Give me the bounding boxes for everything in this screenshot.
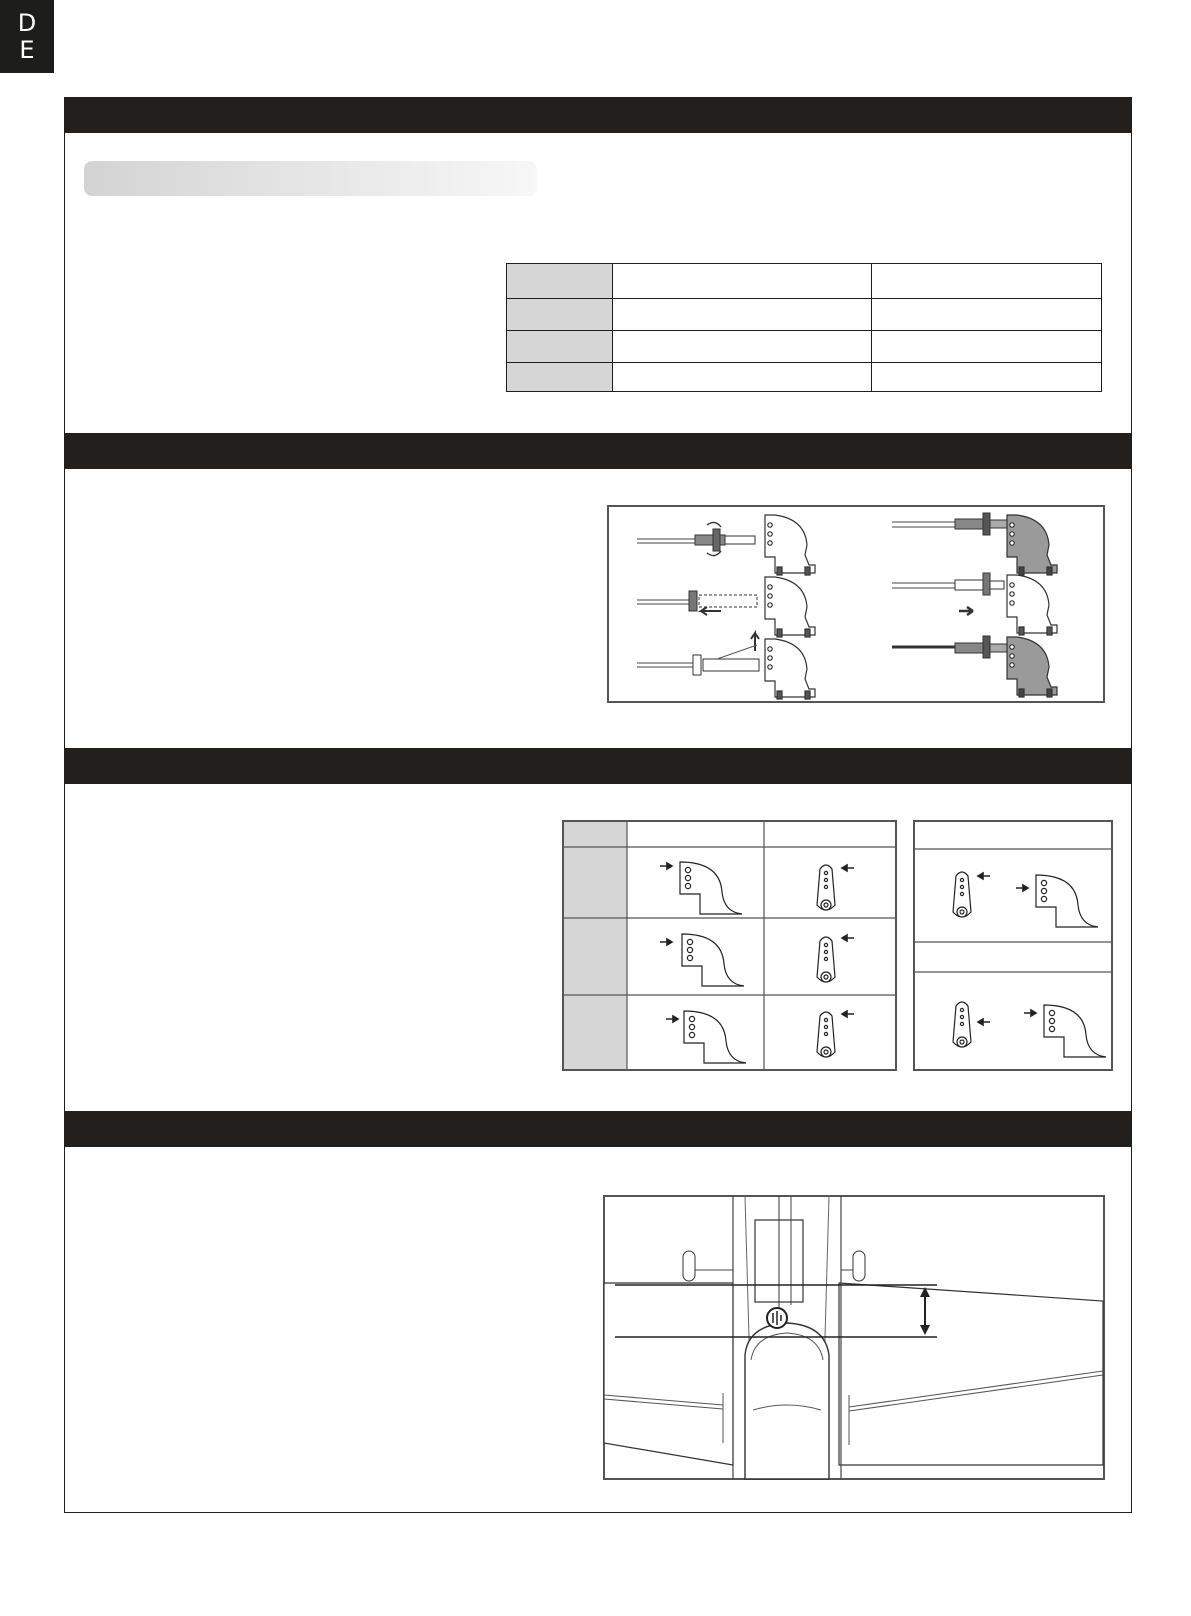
spec-table-cell <box>613 331 872 363</box>
spec-table-cell <box>613 363 872 392</box>
spec-table-cell <box>507 264 613 299</box>
language-letter: E <box>19 36 35 64</box>
section-header-bar <box>64 1111 1132 1147</box>
section-header-bar <box>64 748 1132 784</box>
spec-table <box>506 263 1102 392</box>
clevis-installation-figure <box>607 505 1105 703</box>
spec-table-cell <box>872 264 1102 299</box>
spec-table-cell <box>507 363 613 392</box>
spec-table-cell <box>613 299 872 331</box>
center-of-gravity-figure <box>603 1195 1105 1480</box>
spec-table-cell <box>872 299 1102 331</box>
language-tab <box>0 0 54 73</box>
spec-table-cell <box>872 363 1102 392</box>
horn-settings-figure <box>562 820 1113 1072</box>
language-letter: D <box>17 9 37 37</box>
subheading-pill <box>84 161 537 196</box>
spec-table-cell <box>613 264 872 299</box>
spec-table-cell <box>872 331 1102 363</box>
spec-table-cell <box>507 331 613 363</box>
section-header-bar <box>64 97 1132 133</box>
spec-table-cell <box>507 299 613 331</box>
section-header-bar <box>64 433 1132 469</box>
